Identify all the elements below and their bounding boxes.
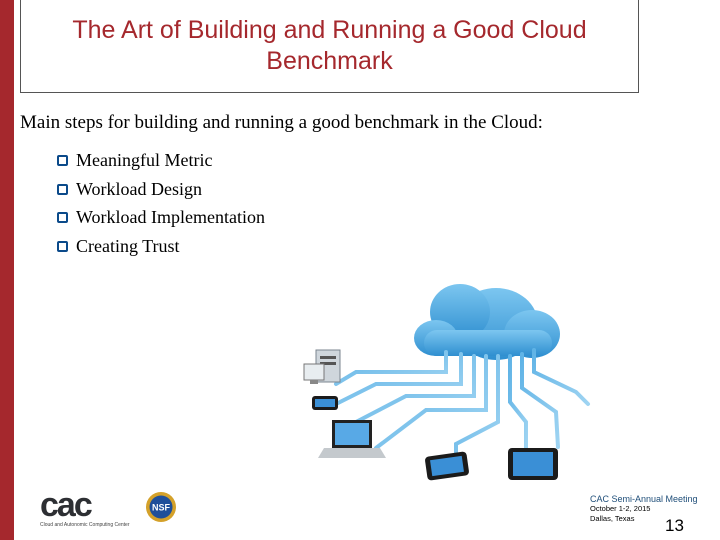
bullet-text: Workload Design [76, 178, 203, 199]
bullet-item [57, 232, 265, 261]
slide-title: The Art of Building and Running a Good Cloud Benchmark [72, 16, 587, 75]
bullet-text: Creating Trust [76, 236, 180, 257]
bullet-list [57, 146, 265, 261]
tablet-large-icon [508, 448, 558, 480]
title-box [20, 0, 639, 93]
checkbox-bullet-icon [57, 155, 68, 166]
phone-icon [312, 396, 338, 410]
cac-logo-letters: cac [40, 486, 91, 524]
laptop-icon [318, 420, 386, 458]
bullet-item [57, 203, 265, 232]
nsf-logo-icon [145, 491, 177, 523]
cac-logo-tagline: Cloud and Autonomic Computing Center [40, 522, 130, 528]
meeting-title: CAC Semi-Annual Meeting [590, 494, 698, 504]
page-number: 13 [665, 516, 684, 535]
checkbox-bullet-icon [57, 212, 68, 223]
nsf-logo-text: NSF [152, 502, 170, 513]
bullet-text: Workload Implementation [76, 207, 265, 228]
bullet-text: Meaningful Metric [76, 150, 213, 170]
intro-text: Main steps for building and running a good benchmark in the Cloud: [20, 112, 543, 133]
meeting-location: Dallas, Texas [590, 514, 635, 523]
tablet-icon [425, 451, 470, 481]
bullet-item [57, 146, 265, 175]
checkbox-bullet-icon [57, 184, 68, 195]
bullet-item [57, 175, 265, 204]
meeting-date: October 1-2, 2015 [590, 504, 651, 513]
cloud-computing-illustration [296, 272, 596, 487]
checkbox-bullet-icon [57, 241, 68, 252]
left-accent-bar [0, 0, 14, 540]
network-lines [336, 350, 588, 462]
cac-logo [40, 486, 130, 528]
cloud-icon [414, 284, 560, 360]
